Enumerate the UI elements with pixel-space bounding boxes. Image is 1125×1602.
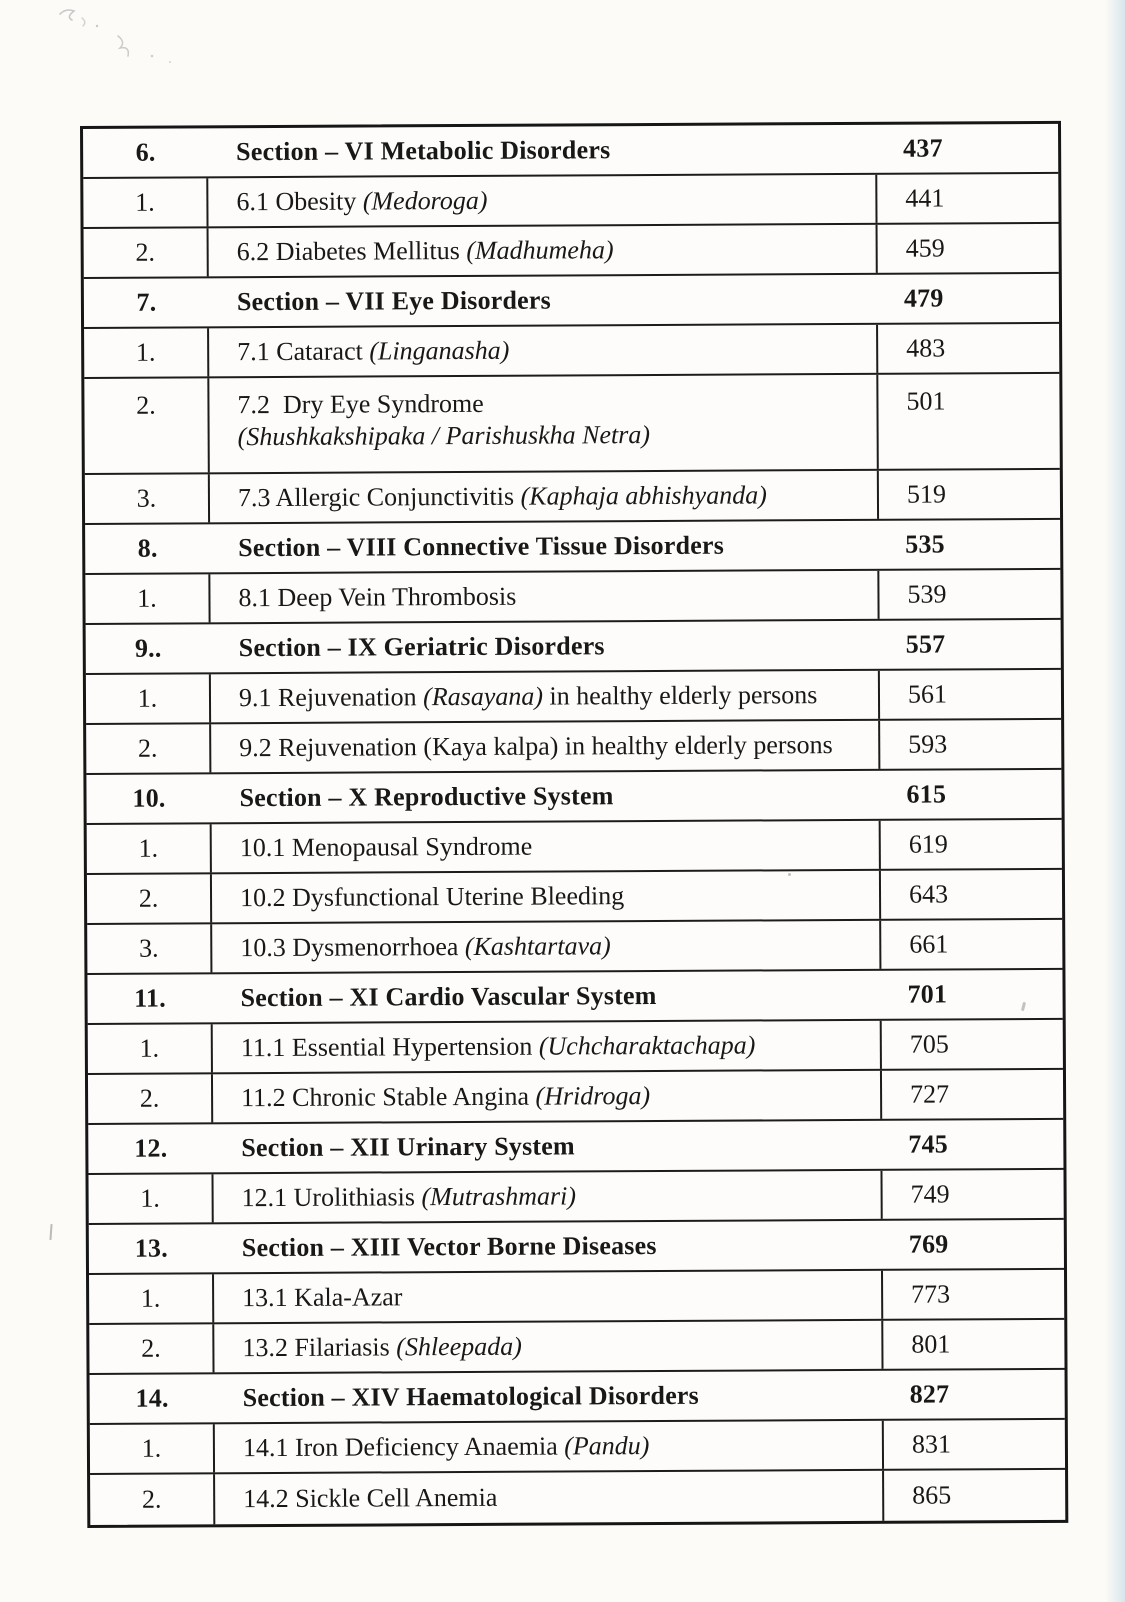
- toc-section-row: [87, 970, 1062, 1025]
- title-sanskrit-term: (Shleepada): [396, 1331, 522, 1362]
- toc-item-row: [84, 374, 1059, 475]
- title-text: 10.3 Dysmenorrhoea: [240, 932, 465, 963]
- page-number-cell: 539: [877, 570, 1060, 619]
- title-text: Section – VII Eye Disorders: [236, 285, 552, 317]
- page-number-cell: 831: [882, 1420, 1065, 1469]
- page-number-cell: 593: [878, 720, 1061, 769]
- title-cell: [210, 471, 877, 522]
- title-sanskrit-term: (Linganasha): [369, 335, 510, 366]
- toc-item-row: [85, 470, 1060, 525]
- title-cell: [213, 1021, 880, 1072]
- serial-number-cell: 2.: [86, 724, 211, 773]
- title-cell: [213, 1171, 880, 1222]
- serial-number-cell: 12.: [134, 1133, 168, 1163]
- title-cell: [209, 325, 876, 376]
- title-cell: [210, 521, 877, 572]
- toc-section-row: [90, 1370, 1065, 1425]
- toc-item-row: [83, 174, 1058, 229]
- toc-item-row: [90, 1420, 1065, 1475]
- pencil-scribble: [52, 4, 192, 74]
- title-text: Section – IX Geriatric Disorders: [238, 631, 605, 663]
- title-cell: [211, 771, 878, 822]
- toc-item-row: [88, 1020, 1063, 1075]
- title-text: 13.1 Kala-Azar: [242, 1282, 403, 1313]
- serial-number-cell: 1.: [88, 1024, 213, 1073]
- serial-number-cell: 2.: [84, 378, 209, 473]
- title-cell: [214, 1271, 881, 1322]
- title-text: 10.2 Dysfunctional Uterine Bleeding: [239, 881, 625, 913]
- title-sanskrit-term: (Medoroga): [362, 186, 488, 216]
- serial-number-cell: 9..: [134, 633, 162, 663]
- title-sanskrit-term: (Uchcharaktachapa): [538, 1030, 756, 1061]
- serial-number-cell: 3.: [85, 474, 210, 523]
- toc-section-row: [86, 620, 1061, 675]
- title-text: Section – X Reproductive System: [239, 781, 614, 813]
- title-cell: [209, 225, 876, 276]
- title-cell: [212, 871, 879, 922]
- title-cell: [209, 275, 876, 326]
- title-cell: [208, 125, 875, 176]
- title-text: in healthy elderly persons: [542, 680, 818, 711]
- page-number-cell: 643: [879, 870, 1062, 919]
- title-cell: [212, 821, 879, 872]
- title-text: 9.2 Rejuvenation (Kaya kalpa) in healthy elderly persons: [239, 730, 833, 763]
- page-number-cell: 865: [882, 1470, 1065, 1521]
- title-sanskrit-term: (Hridroga): [535, 1081, 651, 1111]
- page-number-cell: 479: [903, 283, 944, 313]
- title-cell: [214, 1321, 881, 1372]
- title-cell: [210, 571, 877, 622]
- page-number-cell: 557: [905, 629, 946, 659]
- title-text: Section – XIV Haematological Disorders: [242, 1380, 700, 1413]
- page-number-cell: 483: [876, 324, 1059, 373]
- title-cell: [214, 1221, 881, 1272]
- page-number-cell: 769: [908, 1229, 949, 1259]
- title-text: 6.1 Obesity: [236, 186, 363, 217]
- serial-number-cell: 2.: [87, 874, 212, 923]
- title-sanskrit-term: (Madhumeha): [466, 235, 614, 266]
- toc-item-row: [88, 1070, 1063, 1125]
- serial-number-cell: 1.: [85, 574, 210, 623]
- page-number-cell: 705: [880, 1020, 1063, 1069]
- page-number-cell: 615: [906, 779, 947, 809]
- page-number-cell: 437: [903, 133, 943, 163]
- title-text: 7.2 Dry Eye Syndrome: [237, 388, 491, 420]
- title-cell: [213, 1071, 880, 1122]
- serial-number-cell: 7.: [136, 287, 157, 317]
- page-number-cell: 501: [876, 374, 1059, 469]
- toc-item-row: [85, 570, 1060, 625]
- toc-section-row: [86, 770, 1061, 825]
- serial-number-cell: 11.: [134, 983, 166, 1013]
- title-cell: [211, 671, 878, 722]
- title-text: Section – XI Cardio Vascular System: [240, 981, 657, 1013]
- page-number-cell: 535: [905, 529, 945, 559]
- title-text: 6.2 Diabetes Mellitus: [236, 236, 467, 267]
- toc-item-row: [89, 1270, 1064, 1325]
- title-cell: [215, 1371, 882, 1422]
- toc-item-row: [87, 870, 1062, 925]
- toc-item-row: [86, 670, 1061, 725]
- serial-number-cell: 3.: [87, 924, 212, 973]
- toc-item-row: [84, 224, 1059, 279]
- title-sanskrit-term: (Shushkakshipaka / Parishuskha Netra): [237, 419, 651, 451]
- title-sanskrit-term: (Kaphaja abhishyanda): [520, 480, 767, 511]
- serial-number-cell: 13.: [134, 1233, 168, 1263]
- serial-number-cell: 1.: [87, 824, 212, 873]
- title-text: 7.3 Allergic Conjunctivitis: [237, 481, 521, 513]
- page-edge-shadow: [1105, 0, 1125, 1602]
- title-text: 14.1 Iron Deficiency Anaemia: [242, 1431, 565, 1463]
- margin-pencil-tick: [49, 1224, 52, 1240]
- serial-number-cell: 6.: [135, 137, 156, 167]
- toc-section-row: [85, 520, 1060, 575]
- serial-number-cell: 2.: [89, 1324, 214, 1373]
- serial-number-cell: 1.: [84, 328, 209, 377]
- title-cell: [209, 375, 876, 472]
- toc-item-row: [84, 324, 1059, 379]
- page-number-cell: 801: [881, 1320, 1064, 1369]
- page-number-cell: 727: [880, 1070, 1063, 1119]
- title-text: Section – XII Urinary System: [241, 1131, 575, 1163]
- toc-section-row: [89, 1220, 1064, 1275]
- serial-number-cell: 1.: [83, 178, 208, 227]
- toc-item-row: [88, 1170, 1063, 1225]
- page-number-cell: 441: [875, 174, 1058, 223]
- title-cell: [215, 1421, 882, 1472]
- title-text: 11.1 Essential Hypertension: [240, 1031, 539, 1063]
- toc-item-row: [90, 1470, 1065, 1525]
- title-sanskrit-term: (Mutrashmari): [421, 1181, 577, 1212]
- serial-number-cell: 8.: [137, 533, 158, 563]
- page-number-cell: 459: [876, 224, 1059, 273]
- serial-number-cell: 10.: [132, 783, 166, 813]
- title-text: Section – VI Metabolic Disorders: [236, 135, 611, 167]
- toc-item-row: [86, 720, 1061, 775]
- title-sanskrit-term: (Rasayana): [423, 681, 544, 712]
- serial-number-cell: 1.: [86, 674, 211, 723]
- serial-number-cell: 1.: [89, 1274, 214, 1323]
- toc-section-row: [83, 124, 1058, 179]
- page-number-cell: 561: [878, 670, 1061, 719]
- page-number-cell: 773: [881, 1270, 1064, 1319]
- title-cell: [208, 175, 875, 226]
- serial-number-cell: 1.: [90, 1424, 215, 1473]
- serial-number-cell: 2.: [84, 228, 209, 277]
- title-text: 8.1 Deep Vein Thrombosis: [238, 581, 517, 613]
- title-text: 12.1 Urolithiasis: [241, 1182, 422, 1213]
- title-sanskrit-term: (Pandu): [564, 1431, 650, 1461]
- title-text: 14.2 Sickle Cell Anemia: [243, 1482, 498, 1514]
- toc-section-row: [84, 274, 1059, 329]
- serial-number-cell: 2.: [90, 1474, 215, 1525]
- serial-number-cell: 2.: [88, 1074, 213, 1123]
- toc-section-row: [88, 1120, 1063, 1175]
- title-cell: [212, 921, 879, 972]
- serial-number-cell: 1.: [88, 1174, 213, 1223]
- toc-item-row: [87, 820, 1062, 875]
- title-cell: [211, 721, 878, 772]
- page-number-cell: 619: [879, 820, 1062, 869]
- toc-table: [80, 121, 1068, 1528]
- title-text: Section – VIII Connective Tissue Disorders: [238, 530, 725, 563]
- toc-item-row: [87, 920, 1062, 975]
- title-text: 13.2 Filariasis: [242, 1332, 397, 1363]
- title-text: 10.1 Menopausal Syndrome: [239, 831, 533, 863]
- title-text: 11.2 Chronic Stable Angina: [241, 1081, 536, 1113]
- title-text: Section – XIII Vector Borne Diseases: [241, 1231, 657, 1263]
- title-sanskrit-term: (Kashtartava): [464, 931, 611, 962]
- title-text: 9.1 Rejuvenation: [238, 682, 424, 713]
- title-cell: [215, 1471, 882, 1524]
- title-cell: [211, 621, 878, 672]
- toc-item-row: [89, 1320, 1064, 1375]
- title-text: 7.1 Cataract: [237, 336, 370, 367]
- title-cell: [213, 1121, 880, 1172]
- title-cell: [212, 971, 879, 1022]
- page-number-cell: 749: [880, 1170, 1063, 1219]
- page-number-cell: 701: [907, 979, 948, 1009]
- serial-number-cell: 14.: [135, 1383, 169, 1413]
- page-number-cell: 519: [877, 470, 1060, 519]
- page-number-cell: 827: [909, 1379, 950, 1409]
- page-number-cell: 661: [879, 920, 1062, 969]
- page-number-cell: 745: [908, 1129, 949, 1159]
